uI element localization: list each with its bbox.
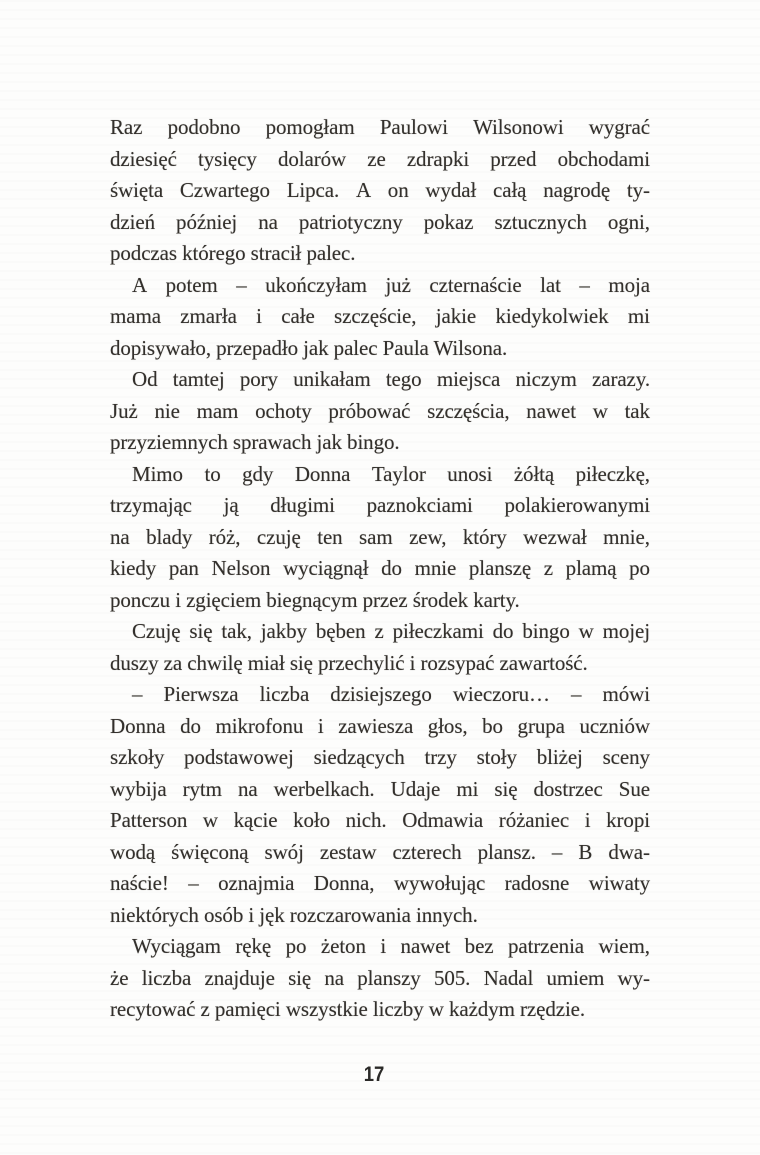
- text-line: Donna do mikrofonu i zawiesza głos, bo grupa uczniów: [110, 713, 650, 738]
- text-line: Patterson w kącie koło nich. Odmawia różaniec i kropi: [110, 808, 650, 832]
- text-line: niektórych osób i jęk rozczarowania innych.: [110, 902, 478, 927]
- text-block: [110, 112, 650, 1026]
- text-line: Wyciągam rękę po żeton i nawet bez patrzenia wiem,: [132, 934, 650, 958]
- text-line: dziesięć tysięcy dolarów ze zdrapki przed obchodami: [110, 146, 650, 171]
- text-line: mama zmarła i całe szczęście, jakie kiedykolwiek mi: [110, 304, 650, 328]
- text-line: święta Czwartego Lipca. A on wydał całą nagrodę ty-: [110, 178, 650, 202]
- text-line: dopisywało, przepadło jak palec Paula Wilsona.: [110, 335, 508, 360]
- text-line: duszy za chwilę miał się przechylić i rozsypać zawartość.: [110, 650, 588, 675]
- text-line: szkoły podstawowej siedzących trzy stoły bliżej sceny: [110, 745, 650, 769]
- text-line: Od tamtej pory unikałam tego miejsca niczym zarazy.: [132, 367, 650, 391]
- text-line: ponczu i zgięciem biegnącym przez środek karty.: [110, 587, 520, 612]
- text-line: dzień później na patriotyczny pokaz sztucznych ogni,: [110, 209, 650, 234]
- text-line: Raz podobno pomogłam Paulowi Wilsonowi wygrać: [110, 115, 650, 139]
- text-line: – Pierwsza liczba dzisiejszego wieczoru… – mówi: [132, 682, 650, 706]
- text-line: A potem – ukończyłam już czternaście lat – moja: [132, 272, 650, 297]
- text-line: kiedy pan Nelson wyciągnął do mnie planszę z plamą po: [110, 556, 650, 580]
- text-line: podczas którego stracił palec.: [110, 241, 356, 265]
- text-line: Mimo to gdy Donna Taylor unosi żółtą piłeczkę,: [132, 461, 650, 486]
- text-line: Czuję się tak, jakby bęben z piłeczkami do bingo w mojej: [132, 619, 650, 643]
- text-line: recytować z pamięci wszystkie liczby w każdym rzędzie.: [110, 997, 586, 1021]
- text-line: Już nie mam ochoty próbować szczęścia, nawet w tak: [110, 398, 650, 423]
- text-line: wybija rytm na werbelkach. Udaje mi się dostrzec Sue: [110, 776, 650, 801]
- text-line: wodą święconą swój zestaw czterech plansz. – B dwa-: [110, 839, 650, 864]
- text-line: że liczba znajduje się na planszy 505. Nadal umiem wy-: [110, 965, 650, 990]
- text-line: naście! – oznajmia Donna, wywołując radosne wiwaty: [110, 871, 650, 895]
- page-number: 17: [363, 1063, 385, 1086]
- text-line: przyziemnych sprawach jak bingo.: [110, 430, 400, 454]
- text-line: trzymając ją długimi paznokciami polakierowanymi: [110, 493, 650, 517]
- text-line: na blady róż, czuję ten sam zew, który wezwał mnie,: [110, 524, 650, 549]
